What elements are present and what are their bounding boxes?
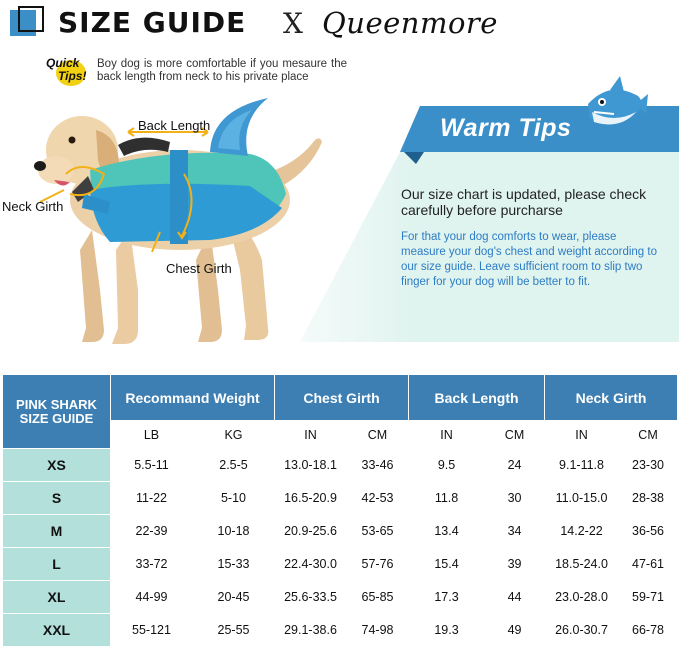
table-cell: 9.5 [409, 449, 485, 482]
group-header-chest-girth: Chest Girth [275, 375, 409, 421]
table-cell: 25-55 [193, 614, 275, 646]
quick-tips-line1: Quick [46, 56, 80, 70]
table-cell: 22.4-30.0 [275, 548, 347, 581]
group-header-weight: Recommand Weight [111, 375, 275, 421]
size-chart-table [2, 374, 678, 646]
table-cell: 28-38 [619, 482, 678, 515]
table-cell: 19.3 [409, 614, 485, 646]
table-cell: 33-72 [111, 548, 193, 581]
corner-line1: PINK SHARK [16, 396, 97, 412]
table-cell: 49 [485, 614, 545, 646]
table-cell: 65-85 [347, 581, 409, 614]
quick-tips-text: Boy dog is more comfortable if you mesaure the back length from neck to his private place [97, 58, 347, 83]
table-row [3, 614, 678, 646]
unit-header: KG [193, 421, 275, 449]
group-header-back-length: Back Length [409, 375, 545, 421]
table-cell: 13.0-18.1 [275, 449, 347, 482]
table-cell: 47-61 [619, 548, 678, 581]
table-cell: 5.5-11 [111, 449, 193, 482]
table-cell: 39 [485, 548, 545, 581]
table-cell: 10-18 [193, 515, 275, 548]
corner-line2: SIZE GUIDE [19, 410, 94, 426]
table-cell: 44-99 [111, 581, 193, 614]
table-cell: 33-46 [347, 449, 409, 482]
table-cell: 44 [485, 581, 545, 614]
table-cell: 22-39 [111, 515, 193, 548]
table-row [3, 548, 678, 581]
quick-tips-badge [46, 56, 92, 86]
unit-header: LB [111, 421, 193, 449]
table-cell: 25.6-33.5 [275, 581, 347, 614]
size-cell: S [3, 482, 111, 515]
unit-header: CM [347, 421, 409, 449]
back-length-label: Back Length [138, 118, 211, 133]
quick-tips-line2: Tips! [58, 69, 87, 83]
unit-header: IN [409, 421, 485, 449]
table-cell: 66-78 [619, 614, 678, 646]
logo-square-icon [10, 6, 42, 38]
unit-header: IN [275, 421, 347, 449]
table-row [3, 449, 678, 482]
table-cell: 42-53 [347, 482, 409, 515]
table-cell: 23.0-28.0 [545, 581, 619, 614]
table-cell: 2.5-5 [193, 449, 275, 482]
size-cell: M [3, 515, 111, 548]
table-cell: 15-33 [193, 548, 275, 581]
table-cell: 55-121 [111, 614, 193, 646]
table-cell: 11.0-15.0 [545, 482, 619, 515]
table-corner-header [3, 375, 111, 449]
chest-girth-label: Chest Girth [166, 261, 232, 276]
title-separator: X [283, 7, 303, 40]
table-cell: 53-65 [347, 515, 409, 548]
unit-header: CM [485, 421, 545, 449]
table-cell: 11.8 [409, 482, 485, 515]
table-cell: 20-45 [193, 581, 275, 614]
warm-tips-sub-text: For that your dog comforts to wear, please measure your dog's chest and weight according to our size guide. Leave sufficient room to slip two finger for your dog will be better to fit. [401, 231, 657, 288]
table-cell: 36-56 [619, 515, 678, 548]
size-cell: XS [3, 449, 111, 482]
table-cell: 20.9-25.6 [275, 515, 347, 548]
page-title: SIZE GUIDE [58, 6, 247, 39]
table-cell: 74-98 [347, 614, 409, 646]
table-row [3, 482, 678, 515]
table-cell: 24 [485, 449, 545, 482]
table-cell: 13.4 [409, 515, 485, 548]
neck-girth-label: Neck Girth [2, 199, 64, 214]
size-cell: XL [3, 581, 111, 614]
table-cell: 5-10 [193, 482, 275, 515]
table-cell: 14.2-22 [545, 515, 619, 548]
shark-mascot-icon [580, 74, 650, 144]
table-cell: 9.1-11.8 [545, 449, 619, 482]
table-cell: 16.5-20.9 [275, 482, 347, 515]
size-cell: XXL [3, 614, 111, 646]
table-cell: 11-22 [111, 482, 193, 515]
unit-header: CM [619, 421, 678, 449]
brand-logo: Queenmore [322, 6, 498, 40]
table-cell: 59-71 [619, 581, 678, 614]
table-cell: 17.3 [409, 581, 485, 614]
table-row [3, 581, 678, 614]
group-header-neck-girth: Neck Girth [545, 375, 678, 421]
table-cell: 18.5-24.0 [545, 548, 619, 581]
warm-tips-title: Warm Tips [440, 114, 572, 142]
warm-tips-main-text: Our size chart is updated, please check carefully before purcharse [401, 186, 647, 218]
table-cell: 29.1-38.6 [275, 614, 347, 646]
table-cell: 26.0-30.7 [545, 614, 619, 646]
unit-header: IN [545, 421, 619, 449]
table-row [3, 515, 678, 548]
size-cell: L [3, 548, 111, 581]
table-cell: 23-30 [619, 449, 678, 482]
table-cell: 34 [485, 515, 545, 548]
table-cell: 30 [485, 482, 545, 515]
table-cell: 57-76 [347, 548, 409, 581]
table-cell: 15.4 [409, 548, 485, 581]
